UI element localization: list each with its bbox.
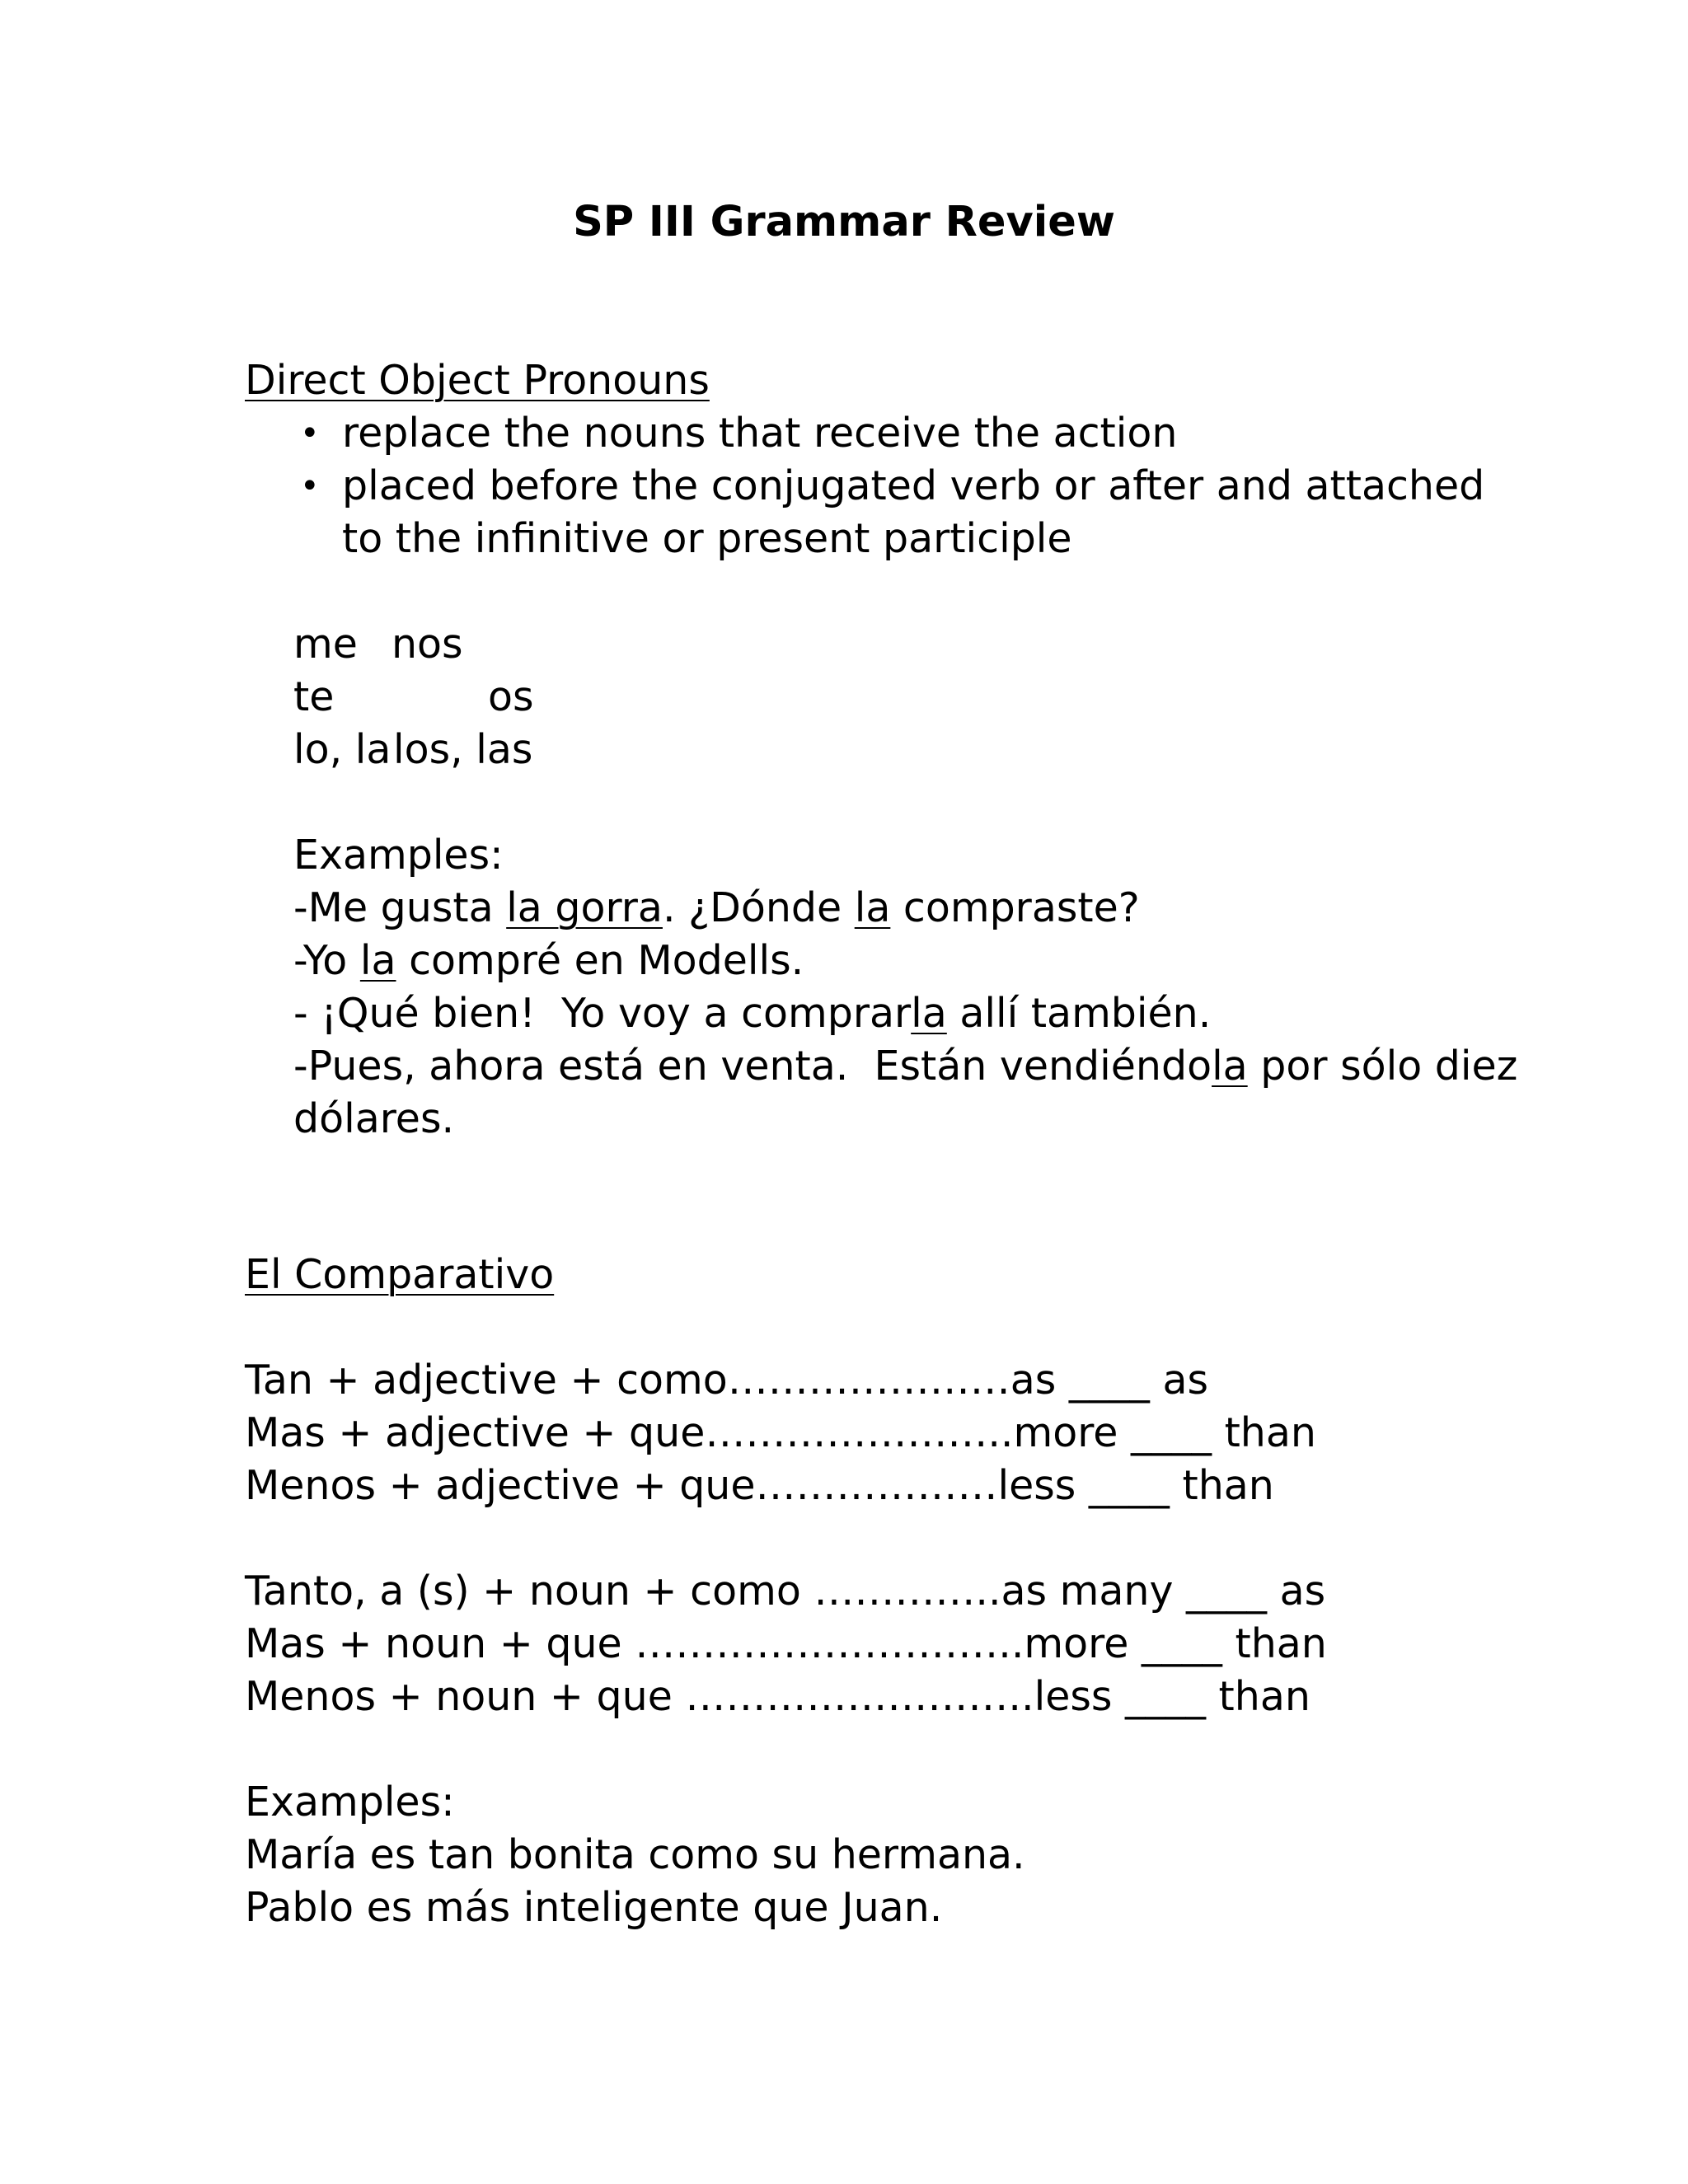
page-title: SP III Grammar Review [573,198,1115,246]
examples-label: Examples: [293,832,504,879]
examples-label: Examples: [245,1779,455,1825]
comparative-rule: Mas + adjective + que…………………..more ____ than [245,1409,1316,1456]
example-underlined-object: la gorra [506,884,663,931]
example-text: . ¿Dónde [662,884,855,931]
bullet-icon: • [300,415,320,452]
comparative-rule: Tan + adjective + como…………………as ____ as [245,1357,1209,1404]
example-sentence: Pablo es más inteligente que Juan. [245,1884,943,1931]
pronoun-plural: os [488,673,534,720]
pronoun-plural: los, las [393,726,533,773]
pronoun-singular: te [293,673,335,720]
example-sentence [293,935,804,987]
example-text: - ¡Qué bien! Yo voy a comprar [293,990,912,1037]
section-heading-direct-object-pronouns: Direct Object Pronouns [245,357,710,404]
example-text: compraste? [890,884,1140,931]
section-heading-el-comparativo: El Comparativo [245,1251,555,1298]
example-sentence [293,987,1211,1040]
example-text: compré en Modells. [396,937,804,984]
bullet-icon: • [300,467,320,505]
bullet-item: replace the nouns that receive the action [342,410,1178,457]
pronoun-singular: lo, la [293,726,392,773]
example-sentence [293,882,1140,935]
pronoun-singular: me [293,621,358,668]
example-underlined-pronoun: la [911,990,947,1037]
bullet-item: placed before the conjugated verb or after and attached [342,462,1485,509]
bullet-item-continuation: to the infinitive or present participle [342,515,1072,562]
example-text: por sólo diez [1247,1043,1518,1090]
comparative-rule: Menos + adjective + que………………less ____ than [245,1462,1274,1509]
example-underlined-pronoun: la [1212,1043,1248,1090]
example-text: -Pues, ahora está en venta. Están vendiéndo [293,1043,1212,1090]
comparative-rule: Menos + noun + que ……………………..less ____ than [245,1673,1311,1720]
example-text: -Yo [293,937,360,984]
comparative-rule: Mas + noun + que ………………………..more ____ than [245,1620,1327,1667]
pronoun-plural: nos [392,621,463,668]
example-text: -Me gusta [293,884,507,931]
example-sentence [293,1040,1517,1093]
example-sentence-continuation: dólares. [293,1095,455,1142]
example-underlined-pronoun: la [854,884,891,931]
example-text: allí también. [946,990,1212,1037]
example-underlined-pronoun: la [359,937,396,984]
example-sentence: María es tan bonita como su hermana. [245,1831,1025,1878]
comparative-rule: Tanto, a (s) + noun + como …………..as many ____ as [245,1568,1326,1615]
